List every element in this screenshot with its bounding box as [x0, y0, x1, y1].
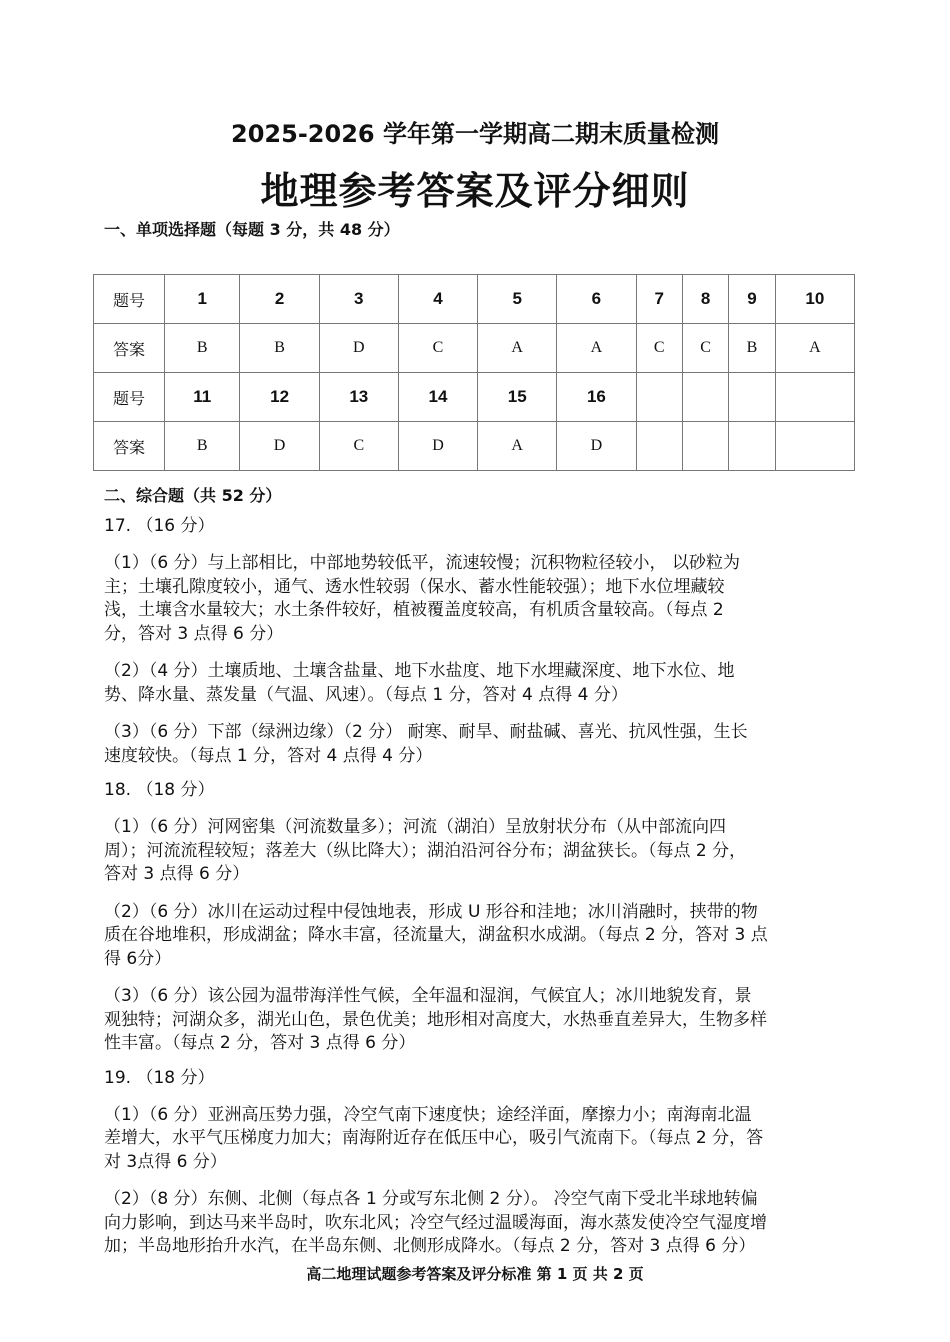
question-number-cell: 10: [775, 275, 854, 324]
answer-cell: A: [478, 324, 557, 373]
question-number-cell: [775, 373, 854, 422]
document-title: 地理参考答案及评分细则: [260, 169, 690, 213]
answer-line: （1）（6 分）与上部相比，中部地势较低平，流速较慢；沉积物粒径较小， 以砂粒为: [104, 553, 740, 573]
answer-cell: D: [557, 422, 636, 471]
answer-cell: A: [478, 422, 557, 471]
answer-cell: C: [398, 324, 477, 373]
answer-paragraph: [104, 552, 864, 646]
answer-cell: [775, 422, 854, 471]
answer-line: 对 3点得 6 分）: [104, 1151, 227, 1172]
question-number-cell: 3: [319, 275, 398, 324]
answer-line: 性丰富。（每点 2 分，答对 3 点得 6 分）: [104, 1033, 416, 1053]
answer-line: 得 6分）: [104, 948, 172, 969]
answer-paragraph: [104, 816, 864, 887]
answer-paragraph: [104, 660, 864, 707]
question-number-cell: 9: [729, 275, 775, 324]
question-number-cell: [729, 373, 775, 422]
question-number-cell: 5: [478, 275, 557, 324]
answer-line: 分，答对 3 点得 6 分）: [104, 623, 284, 644]
answer-cell: D: [398, 422, 477, 471]
answer-cell: D: [319, 324, 398, 373]
page-footer: 高二地理试题参考答案及评分标准 第 1 页 共 2 页: [306, 1265, 644, 1283]
answer-line: （2）（4 分）土壤质地、土壤含盐量、地下水盐度、地下水埋藏深度、地下水位、地: [104, 661, 735, 681]
answer-line: 速度较快。（每点 1 分，答对 4 点得 4 分）: [104, 745, 433, 766]
question-number-cell: 1: [165, 275, 240, 324]
row-label: 答案: [94, 422, 165, 471]
question-number-cell: 4: [398, 275, 477, 324]
answer-line: 浅，土壤含水量较大；水土条件较好，植被覆盖度较高，有机质含量较高。（每点 2: [104, 600, 724, 620]
answer-cell: [729, 422, 775, 471]
question-number-cell: 14: [398, 373, 477, 422]
question-heading: 17. （16 分）: [104, 516, 215, 536]
answer-cell: A: [557, 324, 636, 373]
question-number-cell: 15: [478, 373, 557, 422]
question-number-cell: 12: [240, 373, 319, 422]
answer-cell: B: [240, 324, 319, 373]
question-number-cell: 7: [636, 275, 682, 324]
answer-line: 主；土壤孔隙度较小，通气、透水性较弱（保水、蓄水性能较强）；地下水位埋藏较: [104, 576, 725, 597]
answer-line: 观独特；河湖众多，湖光山色，景色优美；地形相对高度大，水热垂直差异大，生物多样: [104, 1009, 767, 1030]
row-label: 题号: [94, 373, 165, 422]
answer-line: （2）（8 分）东侧、北侧（每点各 1 分或写东北侧 2 分）。 冷空气南下受北半球地转偏: [104, 1189, 758, 1209]
questions-body: [104, 514, 864, 1259]
answer-cell: C: [319, 422, 398, 471]
section1-heading: 一、单项选择题（每题 3 分，共 48 分）: [104, 220, 400, 239]
question-number-cell: 16: [557, 373, 636, 422]
answer-paragraph: [104, 985, 864, 1056]
answer-paragraph: [104, 901, 864, 972]
question-number-cell: [636, 373, 682, 422]
answer-cell: B: [729, 324, 775, 373]
answer-cell: D: [240, 422, 319, 471]
answer-table: [93, 274, 855, 471]
question-number-cell: 13: [319, 373, 398, 422]
answer-cell: [636, 422, 682, 471]
answer-line: 势、降水量、蒸发量（气温、风速）。（每点 1 分，答对 4 点得 4 分）: [104, 684, 628, 705]
answer-line: （3）（6 分）该公园为温带海洋性气候，全年温和湿润，气候宜人；冰川地貌发育，景: [104, 986, 752, 1006]
row-label: 答案: [94, 324, 165, 373]
answer-cell: B: [165, 324, 240, 373]
question-number-cell: 8: [682, 275, 728, 324]
question-number-cell: [682, 373, 728, 422]
answer-line: 答对 3 点得 6 分）: [104, 864, 250, 884]
question-number-cell: 6: [557, 275, 636, 324]
section2-heading: 二、综合题（共 52 分）: [104, 486, 282, 505]
answer-line: （3）（6 分）下部（绿洲边缘）（2 分） 耐寒、耐旱、耐盐碱、喜光、抗风性强，生长: [104, 722, 748, 742]
question-heading: 19. （18 分）: [104, 1067, 215, 1088]
exam-title: 2025-2026 学年第一学期高二期末质量检测: [231, 120, 719, 148]
answer-line: 质在谷地堆积，形成湖盆；降水丰富，径流量大，湖盆积水成湖。（每点 2 分，答对 3 点: [104, 925, 768, 945]
answer-line: （2）（6 分）冰川在运动过程中侵蚀地表，形成 U 形谷和洼地；冰川消融时，挟带的物: [104, 901, 758, 922]
question-number-cell: 2: [240, 275, 319, 324]
answer-line: 差增大，水平气压梯度力加大；南海附近存在低压中心，吸引气流南下。（每点 2 分，答: [104, 1128, 764, 1148]
answer-cell: [682, 422, 728, 471]
answer-cell: B: [165, 422, 240, 471]
answer-line: 加；半岛地形抬升水汽，在半岛东侧、北侧形成降水。（每点 2 分，答对 3 点得 6 分）: [104, 1236, 756, 1256]
question-heading: 18. （18 分）: [104, 780, 215, 800]
answer-line: （1）（6 分）亚洲高压势力强，冷空气南下速度快；途经洋面，摩擦力小；南海南北温: [104, 1104, 752, 1125]
question-number-cell: 11: [165, 373, 240, 422]
answer-paragraph: [104, 1188, 864, 1259]
answer-cell: A: [775, 324, 854, 373]
answer-line: 向力影响，到达马来半岛时，吹东北风；冷空气经过温暖海面，海水蒸发使冷空气湿度增: [104, 1212, 767, 1233]
answer-paragraph: [104, 721, 864, 768]
answer-line: 周）；河流流程较短；落差大（纵比降大）；湖泊沿河谷分布；湖盆狭长。（每点 2 分，: [104, 840, 747, 861]
answer-line: （1）（6 分）河网密集（河流数量多）；河流（湖泊）呈放射状分布（从中部流向四: [104, 817, 727, 837]
row-label: 题号: [94, 275, 165, 324]
answer-cell: C: [636, 324, 682, 373]
answer-cell: C: [682, 324, 728, 373]
answer-paragraph: [104, 1104, 864, 1175]
